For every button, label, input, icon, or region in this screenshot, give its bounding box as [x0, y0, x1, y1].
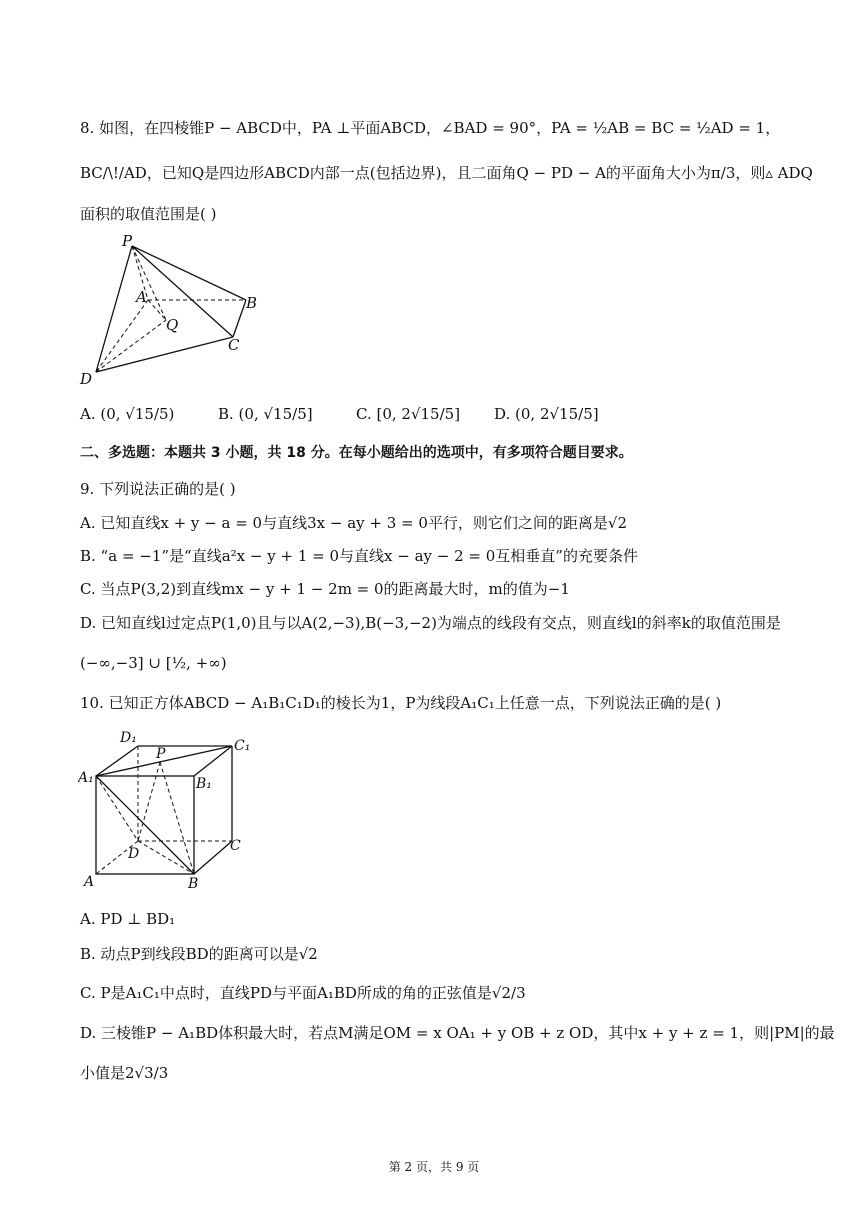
q9-option-a: A. 已知直线x + y − a = 0与直线3x − ay + 3 = 0平行，则它们之间的距离是√2 — [80, 514, 628, 532]
fig-label-a: A — [136, 288, 147, 306]
q10-option-a: A. PD ⊥ BD₁ — [80, 910, 176, 928]
cube-label-c1: C₁ — [234, 738, 251, 754]
q8-pyramid-figure — [78, 232, 278, 392]
fig-label-q: Q — [166, 316, 179, 334]
fig-label-c: C — [228, 336, 240, 354]
q10-option-c: C. P是A₁C₁中点时，直线PD与平面A₁BD所成的角的正弦值是√2/3 — [80, 984, 526, 1002]
q9-option-d-line1: D. 已知直线l过定点P(1,0)且与以A(2,−3),B(−3,−2)为端点的线段有交点，则直线l的斜率k的取值范围是 — [80, 614, 781, 632]
q8-option-c: C. [0, 2√15/5] — [356, 405, 461, 423]
q8-line1: 8. 如图，在四棱锥P − ABCD中，PA ⊥平面ABCD，∠BAD = 90°，PA = ½AB = BC = ½AD = 1， — [80, 119, 781, 137]
q8-line3: 面积的取值范围是( ) — [80, 205, 217, 223]
fig-label-b: B — [246, 294, 258, 312]
cube-label-d: D — [128, 846, 140, 862]
cube-label-c: C — [230, 838, 241, 854]
q8-option-a: A. (0, √15/5) — [80, 405, 175, 423]
q10-cube-figure — [78, 726, 258, 896]
section-heading: 二、多选题：本题共 3 小题，共 18 分。在每小题给出的选项中，有多项符合题目要求。 — [80, 445, 633, 461]
cube-label-d1: D₁ — [120, 730, 137, 746]
fig-label-d: D — [80, 370, 93, 388]
q9-option-c: C. 当点P(3,2)到直线mx − y + 1 − 2m = 0的距离最大时，m的值为−1 — [80, 580, 570, 598]
q10-stem: 10. 已知正方体ABCD − A₁B₁C₁D₁的棱长为1，P为线段A₁C₁上任意一点，下列说法正确的是( ) — [80, 694, 722, 712]
cube-label-a1: A₁ — [78, 770, 94, 786]
cube-label-b: B — [188, 876, 199, 892]
q10-option-d-line2: 小值是2√3/3 — [80, 1064, 169, 1082]
q9-option-b: B. “a = −1”是“直线a²x − y + 1 = 0与直线x − ay − 2 = 0互相垂直”的充要条件 — [80, 547, 638, 565]
cube-label-p: P — [156, 746, 166, 762]
page-footer: 第 2 页，共 9 页 — [388, 1160, 480, 1174]
cube-label-a: A — [84, 874, 95, 890]
q10-option-b: B. 动点P到线段BD的距离可以是√2 — [80, 945, 318, 963]
q8-option-d: D. (0, 2√15/5] — [494, 405, 599, 423]
q9-stem: 9. 下列说法正确的是( ) — [80, 480, 236, 498]
fig-label-p: P — [122, 232, 133, 250]
q8-line2: BC/\!/AD，已知Q是四边形ABCD内部一点(包括边界)，且二面角Q − PD − A的平面角大小为π/3，则▵ ADQ — [80, 164, 813, 182]
q10-option-d-line1: D. 三棱锥P − A₁BD体积最大时，若点M满足OM = x OA₁ + y OB + z OD，其中x + y + z = 1，则|PM|的最 — [80, 1024, 835, 1042]
q8-options — [80, 403, 632, 425]
q9-option-d-line2: (−∞,−3] ∪ [½, +∞) — [80, 654, 227, 672]
cube-label-b1: B₁ — [196, 776, 212, 792]
q8-option-b: B. (0, √15/5] — [218, 405, 313, 423]
